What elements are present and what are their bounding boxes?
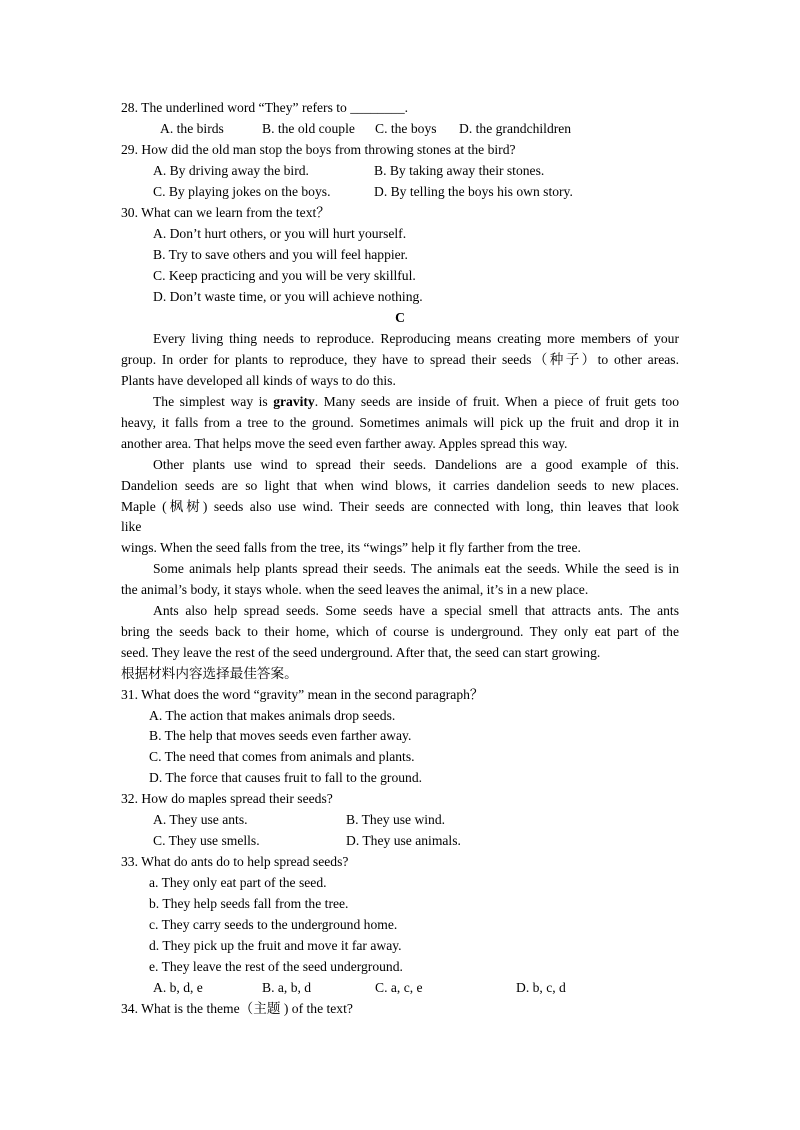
para2-line3: another area. That helps move the seed even farther away. Apples spread this way. (121, 436, 568, 451)
para1-line1: Every living thing needs to reproduce. Reproducing means creating more members of your (153, 331, 679, 346)
q31-option-c: C. The need that comes from animals and plants. (149, 749, 415, 764)
q29-option-a: A. By driving away the bird. (153, 163, 309, 178)
question-28-stem: 28. The underlined word “They” refers to ________. (121, 100, 409, 115)
question-34-stem: 34. What is the theme（主题 ) of the text? (121, 1001, 353, 1016)
para2-text-before: The simplest way is (153, 394, 274, 409)
q28-option-c: C. the boys (375, 121, 437, 136)
q28-option-b: B. the old couple (262, 121, 355, 136)
para5-line3: seed. They leave the rest of the seed underground. After that, the seed can start growing. (121, 645, 601, 660)
q29-option-d: D. By telling the boys his own story. (374, 184, 573, 199)
para3-line3: Maple (枫树) seeds also use wind. Their seeds are connected with long, thin leaves that look (121, 499, 679, 514)
q30-option-a: A. Don’t hurt others, or you will hurt yourself. (153, 226, 407, 241)
q32-option-a: A. They use ants. (153, 812, 248, 827)
question-29-stem: 29. How did the old man stop the boys from throwing stones at the bird? (121, 142, 516, 157)
q33-option-c: C. a, c, e (375, 980, 423, 995)
q29-option-b: B. By taking away their stones. (374, 163, 545, 178)
para4-line2: the animal’s body, it stays whole. when the seed leaves the animal, it’s in a new place. (121, 582, 589, 597)
q32-option-c: C. They use smells. (153, 833, 260, 848)
para1-line2: group. In order for plants to reproduce, they have to spread their seeds（种子）to other areas. (121, 352, 679, 367)
para3-line4: like (121, 519, 142, 534)
q33-option-d: D. b, c, d (516, 980, 566, 995)
q28-option-d: D. the grandchildren (459, 121, 572, 136)
instruction-text: 根据材料内容选择最佳答案。 (121, 666, 298, 681)
question-32-stem: 32. How do maples spread their seeds? (121, 791, 333, 806)
gravity-term: gravity (273, 394, 315, 409)
q31-option-a: A. The action that makes animals drop seeds. (149, 708, 396, 723)
q32-option-b: B. They use wind. (346, 812, 446, 827)
q33-item-a: a. They only eat part of the seed. (149, 875, 327, 890)
q28-option-a: A. the birds (160, 121, 224, 136)
para2-line1 (153, 392, 679, 412)
para5-line2: bring the seeds back to their home, which of course is underground. They only eat part of the (121, 624, 679, 639)
para3-line1: Other plants use wind to spread their seeds. Dandelions are a good example of this. (153, 457, 679, 472)
q33-item-c: c. They carry seeds to the underground home. (149, 917, 398, 932)
question-30-stem: 30. What can we learn from the text？ (121, 205, 330, 220)
q30-option-b: B. Try to save others and you will feel happier. (153, 247, 408, 262)
section-c-heading: C (395, 310, 405, 325)
para3-line2: Dandelion seeds are so light that when wind blows, it carries dandelion seeds to new places. (121, 478, 679, 493)
q33-option-a: A. b, d, e (153, 980, 203, 995)
q32-option-d: D. They use animals. (346, 833, 461, 848)
q31-option-d: D. The force that causes fruit to fall to the ground. (149, 770, 423, 785)
para2-line2: heavy, it falls from a tree to the ground. Sometimes animals will pick up the fruit and drop it in (121, 415, 679, 430)
q33-item-d: d. They pick up the fruit and move it far away. (149, 938, 402, 953)
q30-option-d: D. Don’t waste time, or you will achieve nothing. (153, 289, 423, 304)
para5-line1: Ants also help spread seeds. Some seeds have a special smell that attracts ants. The ants (153, 603, 679, 618)
q33-option-b: B. a, b, d (262, 980, 312, 995)
q29-option-c: C. By playing jokes on the boys. (153, 184, 331, 199)
q31-option-b: B. The help that moves seeds even farther away. (149, 728, 412, 743)
question-33-stem: 33. What do ants do to help spread seeds? (121, 854, 349, 869)
para1-line3: Plants have developed all kinds of ways to do this. (121, 373, 396, 388)
question-31-stem: 31. What does the word “gravity” mean in the second paragraph？ (121, 687, 484, 702)
para2-text-after: . Many seeds are inside of fruit. When a piece of fruit gets too (314, 394, 679, 409)
q33-item-b: b. They help seeds fall from the tree. (149, 896, 349, 911)
para4-line1: Some animals help plants spread their seeds. The animals eat the seeds. While the seed is in (153, 561, 679, 576)
para3-line5: wings. When the seed falls from the tree, its “wings” help it fly farther from the tree. (121, 540, 581, 555)
q33-item-e: e. They leave the rest of the seed underground. (149, 959, 403, 974)
q30-option-c: C. Keep practicing and you will be very skillful. (153, 268, 416, 283)
